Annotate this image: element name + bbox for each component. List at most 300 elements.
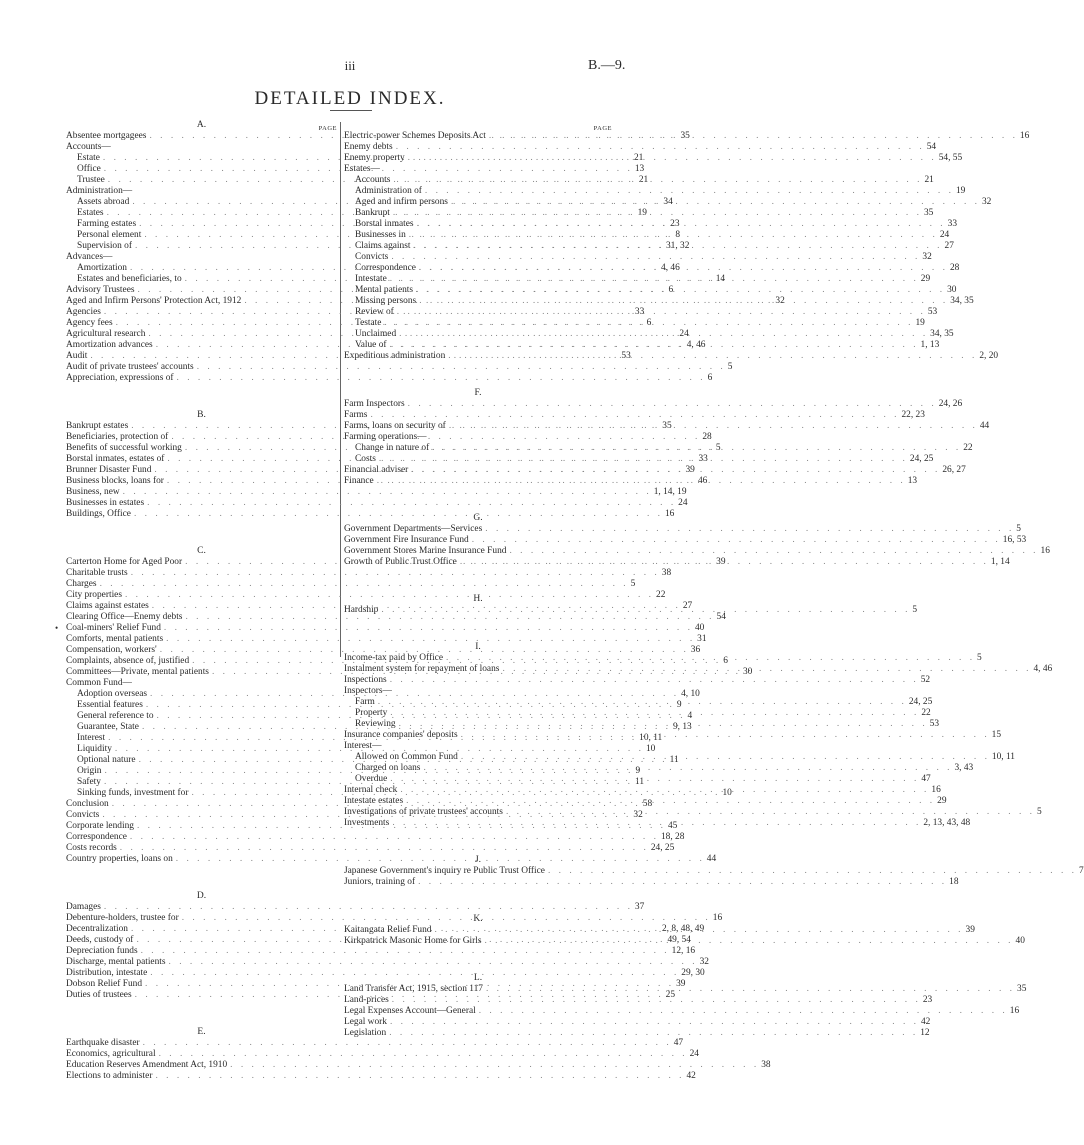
leader-dots	[413, 285, 945, 296]
entry-label: Correspondence	[66, 832, 127, 842]
entry-page-numbers: 34, 35	[930, 329, 954, 339]
section-letter: I.	[475, 642, 481, 652]
entry-page-numbers: 6	[668, 285, 674, 295]
entry-page-numbers: 37	[634, 902, 645, 912]
leader-dots	[390, 208, 922, 219]
index-entry	[66, 832, 685, 843]
entry-label: Government Fire Insurance Fund	[344, 535, 469, 545]
leader-dots	[387, 340, 919, 351]
index-entry	[66, 1049, 699, 1060]
entry-label: Personal element	[77, 230, 142, 240]
entry-page-numbers: 16	[1009, 1006, 1020, 1016]
entry-label: Testate	[355, 318, 382, 328]
entry-label: City properties	[66, 590, 122, 600]
leader-dots	[408, 465, 940, 476]
leader-dots	[387, 675, 919, 686]
section-heading-row	[66, 1027, 337, 1038]
leader-dots	[446, 421, 978, 432]
section-heading-row	[66, 410, 337, 421]
section-heading-row	[344, 388, 612, 399]
leader-dots	[469, 535, 1001, 546]
entry-label: Damages	[66, 902, 101, 912]
entry-label: Comforts, mental patients	[66, 634, 164, 644]
index-entry	[344, 866, 1084, 877]
entry-page-numbers: 8	[675, 230, 681, 240]
entry-page-numbers: 49, 54	[667, 935, 691, 945]
entry-label: Appreciation, expressions of	[66, 373, 174, 383]
index-entry	[344, 1017, 931, 1028]
entry-label: Intestate estates	[344, 796, 404, 806]
entry-label: Legal Expenses Account—General	[344, 1006, 476, 1016]
section-heading-row	[344, 594, 612, 605]
entry-page-numbers: 19	[955, 186, 966, 196]
entry-label: Country properties, loans on	[66, 854, 173, 864]
entry-page-numbers: 35	[923, 208, 934, 218]
leader-dots	[387, 274, 919, 285]
entry-page-numbers: 22	[963, 443, 973, 453]
leader-dots	[389, 818, 921, 829]
leader-dots	[503, 807, 1035, 818]
entry-page-numbers: 22	[656, 590, 666, 600]
index-entry	[66, 854, 717, 865]
entry-page-numbers: 36	[690, 645, 701, 655]
leader-dots	[393, 142, 925, 153]
entry-label: Land Transfer Act, 1915, section 117	[344, 984, 483, 994]
entry-label: Clearing Office—Enemy debts	[66, 612, 183, 622]
entry-page-numbers: 28	[702, 432, 712, 442]
entry-page-numbers: 11	[634, 777, 645, 787]
leader-dots	[406, 230, 938, 241]
entry-page-numbers: 53	[621, 351, 631, 361]
leader-dots	[374, 476, 906, 487]
entry-label: Conclusion	[66, 799, 109, 809]
entry-page-numbers: 38	[661, 568, 672, 578]
index-entry	[66, 1060, 771, 1071]
entry-page-numbers: 5	[1036, 807, 1042, 817]
entry-label: Farming operations—	[344, 432, 427, 442]
leader-dots	[483, 984, 1015, 995]
entry-page-numbers: 33	[634, 307, 645, 317]
leader-dots	[506, 546, 1038, 557]
entry-label: Coal-miners' Relief Fund	[66, 623, 161, 633]
entry-label: Change in nature of	[355, 443, 430, 453]
entry-label: Business, new	[66, 487, 120, 497]
entry-page-numbers: 31	[697, 634, 707, 644]
index-entry	[66, 843, 675, 854]
entry-label: Businesses in estates	[66, 498, 145, 508]
entry-page-numbers: 4, 46	[1033, 664, 1053, 674]
entry-label: Agencies	[66, 307, 101, 317]
index-entry	[344, 399, 963, 410]
leader-dots	[458, 730, 990, 741]
entry-page-numbers: 19	[915, 318, 925, 328]
entry-page-numbers: 12, 16	[671, 946, 696, 956]
entry-page-numbers: 39	[685, 465, 695, 475]
entry-page-numbers: 58	[642, 799, 653, 809]
entry-label: Farm	[355, 697, 375, 707]
entry-page-numbers: 35	[662, 421, 672, 431]
entry-page-numbers: 33	[698, 454, 708, 464]
entry-label: Intestate	[355, 274, 387, 284]
index-entry	[66, 1038, 684, 1049]
leader-dots	[396, 329, 928, 340]
leader-dots	[420, 763, 952, 774]
entry-page-numbers: 10	[645, 744, 656, 754]
bullet-mark: •	[55, 623, 59, 633]
entry-page-numbers: 16, 53	[1002, 535, 1027, 545]
entry-page-numbers: 4, 46	[661, 263, 680, 273]
entry-label: Legislation	[344, 1028, 387, 1038]
section-letter: D.	[196, 891, 207, 901]
section-letter: C.	[197, 546, 206, 556]
leader-dots	[405, 399, 937, 410]
leader-dots	[431, 925, 963, 936]
index-subentry	[344, 175, 934, 186]
entry-page-numbers: 52	[920, 675, 931, 685]
entry-label: Estate	[77, 153, 100, 163]
leader-dots	[481, 936, 1013, 947]
entry-label: Decentralization	[66, 924, 128, 934]
entry-label: Aged and infirm persons	[355, 197, 448, 207]
leader-dots	[445, 351, 977, 362]
index-subentry	[344, 252, 932, 263]
entry-label: Hardship	[344, 605, 379, 615]
entry-label: Duties of trustees	[66, 990, 132, 1000]
entry-page-numbers: 21	[924, 175, 934, 185]
entry-label: Investments	[344, 818, 390, 828]
entry-page-numbers: 22, 23	[901, 410, 925, 420]
entry-label: Farms, loans on security of	[344, 421, 446, 431]
entry-page-numbers: 39	[676, 979, 686, 989]
entry-label: Accounts	[355, 175, 391, 185]
index-entry	[66, 568, 672, 579]
entry-label: Inspections	[344, 675, 387, 685]
leader-dots	[387, 1017, 919, 1028]
entry-label: Deeds, custody of	[66, 935, 134, 945]
entry-page-numbers: 34, 35	[950, 296, 974, 306]
entry-label: Instalment system for repayment of loans	[344, 664, 500, 674]
entry-page-numbers: 33	[947, 219, 957, 229]
leader-dots	[375, 697, 907, 708]
entry-label: Missing persons	[355, 296, 417, 306]
section-letter: B.	[197, 410, 206, 420]
entry-label: General reference to	[77, 711, 154, 721]
entry-page-numbers: 5	[630, 579, 636, 589]
entry-page-numbers: 10, 11	[639, 733, 663, 743]
index-subentry	[344, 230, 950, 241]
section-letter: H.	[473, 594, 483, 604]
entry-page-numbers: 24	[678, 498, 688, 508]
leader-dots	[443, 653, 975, 664]
index-entry	[344, 524, 1021, 535]
entry-page-numbers: 4, 46	[686, 340, 706, 350]
page-number: iii	[344, 58, 356, 73]
entry-label: Inspectors—	[344, 686, 392, 696]
entry-label: Claims against estates	[66, 601, 149, 611]
entry-page-numbers: 2, 8, 48, 49	[661, 924, 705, 934]
entry-label: Advisory Trustees	[66, 285, 135, 295]
entry-label: Enemy property	[344, 153, 405, 163]
entry-page-numbers: 28	[949, 263, 960, 273]
entry-page-numbers: 47	[921, 774, 931, 784]
entry-label: Growth of Public Trust Office	[344, 557, 457, 567]
entry-page-numbers: 16	[712, 913, 723, 923]
entry-page-numbers: 16	[1040, 546, 1050, 556]
entry-page-numbers: 53	[929, 719, 940, 729]
entry-label: Dobson Relief Fund	[66, 979, 143, 989]
entry-label: Charged on loans	[355, 763, 421, 773]
index-entry	[66, 678, 337, 689]
leader-dots	[415, 877, 947, 888]
leader-dots	[388, 252, 920, 263]
index-entry	[344, 410, 925, 421]
entry-page-numbers: 10	[722, 788, 732, 798]
entry-label: Insurance companies' deposits	[344, 730, 458, 740]
entry-label: Carterton Home for Aged Poor	[66, 557, 183, 567]
entry-label: Kirkpatrick Masonic Home for Girls	[344, 936, 482, 946]
leader-dots	[414, 219, 946, 230]
section-heading-row	[66, 891, 337, 902]
entry-page-numbers: 31, 32	[665, 241, 690, 251]
entry-label: Assets abroad	[77, 197, 130, 207]
entry-page-numbers: 54	[716, 612, 726, 622]
entry-label: Bankrupt estates	[66, 421, 129, 431]
entry-label: Allowed on Common Fund	[355, 752, 458, 762]
entry-label: Absentee mortgagees	[66, 131, 147, 141]
entry-page-numbers: 38	[761, 1060, 771, 1070]
entry-label: Beneficiaries, protection of	[66, 432, 169, 442]
entry-label: Convicts	[355, 252, 389, 262]
entry-label: Property	[355, 708, 388, 718]
entry-label: Legal work	[344, 1017, 387, 1027]
entry-label: Brunner Disaster Fund	[66, 465, 152, 475]
entry-label: Claims against	[355, 241, 411, 251]
entry-label: Benefits of successful working	[66, 443, 182, 453]
entry-label: Adoption overseas	[77, 689, 148, 699]
entry-page-numbers: 13	[907, 476, 918, 486]
leader-dots	[156, 1049, 688, 1060]
entry-label: Juniors, training of	[344, 877, 416, 887]
index-entry	[344, 653, 982, 664]
index-subentry	[344, 752, 1015, 763]
entry-page-numbers: 46	[697, 476, 708, 486]
index-subentry	[344, 708, 931, 719]
entry-label: Amortization	[77, 263, 127, 273]
leader-dots	[410, 241, 942, 252]
entry-page-numbers: 40	[1015, 936, 1025, 946]
leader-dots	[457, 557, 989, 568]
entry-page-numbers: 32	[981, 197, 992, 207]
entry-page-numbers: 12	[920, 1028, 930, 1038]
leader-dots	[227, 1060, 759, 1071]
entry-label: Liquidity	[77, 744, 112, 754]
entry-label: Government Stores Marine Insurance Fund	[344, 546, 507, 556]
entry-label: Origin	[77, 766, 102, 776]
entry-label: Farming estates	[77, 219, 137, 229]
entry-page-numbers: 39	[716, 557, 726, 567]
entry-page-numbers: 24, 25	[909, 454, 934, 464]
entry-page-numbers: 47	[673, 1038, 684, 1048]
entry-label: Complaints, absence of, justified	[66, 656, 190, 666]
index-entry	[66, 487, 687, 498]
section-heading-row	[344, 973, 612, 984]
leader-dots	[545, 866, 1077, 877]
leader-dots	[458, 752, 990, 763]
leader-dots	[416, 263, 948, 274]
entry-label: Internal check	[344, 785, 398, 795]
leader-dots	[405, 153, 937, 164]
section-letter: A.	[196, 120, 207, 130]
index-entry	[55, 623, 705, 634]
entry-page-numbers: 30	[742, 667, 753, 677]
entry-label: Farms	[344, 410, 368, 420]
entry-page-numbers: 16	[1019, 131, 1030, 141]
section-heading-row	[344, 513, 612, 524]
entry-label: Enemy debts	[344, 142, 393, 152]
entry-label: Supervision of	[77, 241, 132, 251]
entry-page-numbers: 21	[638, 175, 649, 185]
entry-label: Agricultural research	[66, 329, 146, 339]
entry-label: Expeditious administration	[344, 351, 446, 361]
index-entry	[66, 590, 666, 601]
entry-label: Administration—	[66, 186, 133, 196]
entry-page-numbers: 2, 20	[979, 351, 999, 361]
entry-label: Borstal inmates, estates of	[66, 454, 165, 464]
leader-dots	[448, 197, 980, 208]
entry-label: Businesses in	[355, 230, 406, 240]
entry-page-numbers: 29	[920, 274, 931, 284]
section-letter: J.	[474, 855, 482, 865]
index-entry	[66, 634, 707, 645]
entry-page-numbers: 42	[920, 1017, 931, 1027]
leader-dots	[387, 708, 919, 719]
index-entry	[66, 913, 723, 924]
index-entry	[66, 612, 726, 623]
leader-dots	[416, 296, 948, 307]
index-subentry	[344, 443, 973, 454]
entry-page-numbers: 6	[707, 373, 713, 383]
entry-label: Compensation, workers'	[66, 645, 157, 655]
entry-label: Essential features	[77, 700, 143, 710]
section-letter: G.	[473, 513, 483, 523]
index-entry	[344, 164, 612, 175]
leader-dots	[378, 605, 910, 616]
entry-label: Common Fund—	[66, 678, 132, 688]
entry-label: Education Reserves Amendment Act, 1910	[66, 1060, 228, 1070]
index-entry	[66, 946, 696, 957]
entry-page-numbers: 18	[949, 877, 959, 887]
entry-page-numbers: 14	[715, 274, 726, 284]
index-entry	[66, 645, 701, 656]
index-entry	[344, 546, 1050, 557]
leader-dots	[140, 1038, 672, 1049]
entry-page-numbers: 24, 25	[908, 697, 933, 707]
entry-label: Safety	[77, 777, 101, 787]
section-letter: F.	[474, 388, 482, 398]
entry-page-numbers: 54, 55	[938, 153, 963, 163]
entry-page-numbers: 25	[665, 990, 676, 1000]
entry-page-numbers: 26, 27	[942, 465, 966, 475]
entry-label: Government Departments—Services	[344, 524, 483, 534]
entry-page-numbers: 44	[706, 854, 717, 864]
page-column-label: PAGE	[593, 125, 612, 132]
index-subentry	[344, 318, 925, 329]
entry-page-numbers: 45	[667, 821, 678, 831]
index-entry	[66, 186, 337, 197]
index-subentry	[344, 186, 966, 197]
index-entry	[344, 686, 612, 697]
entry-label: Japanese Government's inquiry re Public Trust Office	[344, 866, 545, 876]
entry-label: Reviewing	[355, 719, 396, 729]
entry-page-numbers: 32	[775, 296, 785, 306]
leader-dots	[389, 995, 921, 1006]
index-entry	[66, 252, 337, 263]
leader-dots	[429, 443, 961, 454]
section-letter: E.	[197, 1027, 206, 1037]
entry-page-numbers: 3, 43	[954, 763, 974, 773]
entry-label: Unclaimed	[355, 329, 397, 339]
entry-label: Agency fees	[66, 318, 113, 328]
entry-page-numbers: 24, 26	[938, 399, 963, 409]
index-entry	[66, 902, 645, 913]
entry-label: Electric-power Schemes Deposits Act	[344, 131, 486, 141]
entry-label: Convicts	[66, 810, 100, 820]
index-entry	[66, 373, 713, 384]
index-entry	[66, 498, 688, 509]
entry-page-numbers: 22	[921, 708, 931, 718]
entry-label: Amortization advances	[66, 340, 153, 350]
entry-page-numbers: 23	[670, 219, 680, 229]
entry-page-numbers: 35	[680, 131, 690, 141]
leader-dots	[387, 774, 919, 785]
entry-label: Accounts—	[66, 142, 111, 152]
entry-label: Audit of private trustees' accounts	[66, 362, 194, 372]
leader-dots	[499, 664, 1031, 675]
entry-page-numbers: 2, 13, 43, 48	[923, 818, 971, 828]
section-heading-row	[344, 855, 612, 866]
entry-page-numbers: 27	[944, 241, 954, 251]
entry-page-numbers: 21	[633, 153, 644, 163]
entry-page-numbers: 6	[646, 318, 652, 328]
entry-label: Committees—Private, mental patients	[66, 667, 209, 677]
entry-label: Interest—	[344, 741, 382, 751]
entry-label: Financial adviser	[344, 465, 409, 475]
entry-page-numbers: 4	[687, 711, 693, 721]
leader-dots	[394, 307, 926, 318]
entry-label: Aged and Infirm Persons' Protection Act, 1912	[66, 296, 242, 306]
entry-page-numbers: 19	[637, 208, 647, 218]
entry-label: Land-prices	[344, 995, 389, 1005]
entry-page-numbers: 11	[669, 755, 679, 765]
index-entry	[344, 741, 612, 752]
entry-page-numbers: 1, 14, 19	[653, 487, 687, 497]
index-entry	[66, 1071, 696, 1082]
index-entry	[66, 957, 709, 968]
entry-page-numbers: 53	[927, 307, 938, 317]
entry-page-numbers: 16	[664, 509, 675, 519]
entry-label: Distribution, intestate	[66, 968, 148, 978]
entry-label: Trustee	[77, 175, 105, 185]
section-letter: K.	[473, 914, 483, 924]
leader-dots	[367, 410, 899, 421]
entry-label: Depreciation funds	[66, 946, 138, 956]
entry-label: Corporate lending	[66, 821, 134, 831]
entry-page-numbers: 6	[723, 656, 728, 666]
index-entry	[66, 142, 337, 153]
entry-label: Office	[77, 164, 101, 174]
entry-label: Borstal inmates	[355, 219, 414, 229]
leader-dots	[482, 524, 1014, 535]
